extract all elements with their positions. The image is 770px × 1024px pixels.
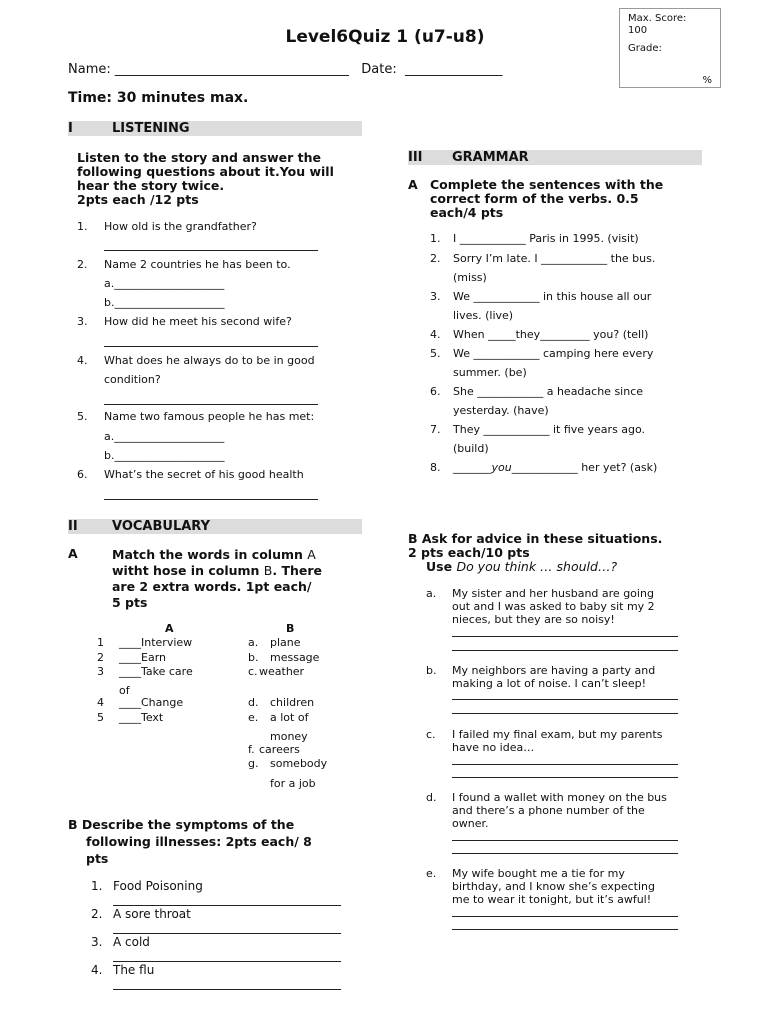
question-text: What’s the secret of his good health xyxy=(104,468,304,481)
grammar-sentence[interactable]: I ____________ Paris in 1995. (visit) xyxy=(453,232,639,245)
situation-line: me to wear it tonight, but it’s awful! xyxy=(452,893,652,906)
match-letter: g. xyxy=(248,757,259,770)
match-instructions xyxy=(112,547,367,611)
advice-instructions-1: B Ask for advice in these situations. xyxy=(408,531,663,546)
answer-line[interactable] xyxy=(113,905,341,906)
match-option: weather xyxy=(259,665,305,678)
situation-text xyxy=(452,867,722,906)
match-option: careers xyxy=(259,743,300,756)
answer-line[interactable] xyxy=(104,499,318,500)
question-number: 3. xyxy=(77,315,88,328)
grammar-sentence[interactable]: We ____________ camping here every xyxy=(453,347,654,360)
answer-line[interactable] xyxy=(452,840,678,841)
sentence-rest: ____________ her yet? (ask) xyxy=(511,461,658,474)
use-label: Use xyxy=(426,559,453,574)
instruction-line: 2pts each /12 pts xyxy=(77,192,199,207)
instruction-text: 5 pts xyxy=(112,595,148,610)
illness-number: 2. xyxy=(91,907,103,921)
blank: _______ xyxy=(453,461,492,474)
match-item-cont: of xyxy=(119,684,130,697)
situation-line: nieces, but they are so noisy! xyxy=(452,613,615,626)
illness-number: 4. xyxy=(91,963,103,977)
answer-line[interactable] xyxy=(113,933,341,934)
answer-line[interactable] xyxy=(452,916,678,917)
answer-line[interactable] xyxy=(104,250,318,251)
question-number: 1. xyxy=(77,220,88,233)
instruction-line: following illnesses: 2pts each/ 8 xyxy=(86,834,312,849)
percent-sign: % xyxy=(702,75,712,86)
question-number: 5. xyxy=(77,410,88,423)
situation-line: My wife bought me a tie for my xyxy=(452,867,625,880)
page-title: Level6Quiz 1 (u7-u8) xyxy=(285,27,485,47)
question-text: What does he always do to be in good xyxy=(104,354,315,367)
score-box xyxy=(619,8,721,88)
match-option: somebody xyxy=(270,757,328,770)
question-text: Name two famous people he has met: xyxy=(104,410,315,423)
instruction-text: are 2 extra words. 1pt each/ xyxy=(112,579,312,594)
answer-line[interactable] xyxy=(452,713,678,714)
section-grammar-header xyxy=(408,150,702,165)
section-number: I xyxy=(68,121,73,136)
grammar-sentence[interactable]: They ____________ it five years ago. xyxy=(453,423,646,436)
grammar-sentence-cont: lives. (live) xyxy=(453,309,514,322)
instruction-line: B Describe the symptoms of the xyxy=(68,817,295,832)
item-number: 6. xyxy=(430,385,441,398)
match-number: 2 xyxy=(97,651,104,664)
answer-line[interactable] xyxy=(452,853,678,854)
situation-line: birthday, and I know she’s expecting xyxy=(452,880,655,893)
instruction-text: Match the words in column xyxy=(112,547,303,562)
situation-line: and there’s a phone number of the xyxy=(452,804,645,817)
match-option: a lot of xyxy=(270,711,309,724)
max-score-value: 100 xyxy=(628,25,648,36)
question-number: 2. xyxy=(77,258,88,271)
column-ref: B xyxy=(263,563,273,578)
max-score-label: Max. Score: xyxy=(628,13,687,24)
match-letter: f. xyxy=(248,743,255,756)
section-name: VOCABULARY xyxy=(112,519,211,534)
section-name: GRAMMAR xyxy=(452,150,529,165)
instruction-text: witht hose in column xyxy=(112,563,260,578)
instruction-line: pts xyxy=(86,851,109,866)
situation-text xyxy=(452,587,722,626)
item-number: 2. xyxy=(430,252,441,265)
instruction-line: correct form of the verbs. 0.5 xyxy=(430,191,639,206)
match-letter: b. xyxy=(248,651,259,664)
listening-instructions xyxy=(77,151,377,207)
question-number: 4. xyxy=(77,354,88,367)
situation-letter: e. xyxy=(426,867,437,880)
match-item[interactable]: ____Take care xyxy=(119,665,193,678)
section-vocabulary-header xyxy=(68,519,362,534)
situation-letter: c. xyxy=(426,728,436,741)
grammar-sentence[interactable]: When _____they_________ you? (tell) xyxy=(453,328,649,341)
situation-line: My sister and her husband are going xyxy=(452,587,654,600)
match-letter: a. xyxy=(248,636,259,649)
item-number: 3. xyxy=(430,290,441,303)
use-pattern: Do you think … should…? xyxy=(456,559,618,574)
illness-name: The flu xyxy=(113,963,155,977)
section-name: LISTENING xyxy=(112,121,190,136)
time-limit: Time: 30 minutes max. xyxy=(68,90,249,106)
item-number: 7. xyxy=(430,423,441,436)
match-letter: e. xyxy=(248,711,259,724)
situation-line: have no idea… xyxy=(452,741,535,754)
match-item[interactable]: ____Change xyxy=(119,696,184,709)
answer-line[interactable] xyxy=(452,929,678,930)
illness-name: A cold xyxy=(113,935,150,949)
column-ref: A xyxy=(307,547,316,562)
instruction-line: following questions about it.You will xyxy=(77,164,334,179)
match-option-cont: money xyxy=(270,730,308,743)
situation-letter: d. xyxy=(426,791,437,804)
match-item[interactable]: ____Interview xyxy=(119,636,193,649)
column-a-header: A xyxy=(165,622,174,635)
answer-line[interactable] xyxy=(113,989,341,990)
part-letter: A xyxy=(408,177,418,192)
grammar-instructions xyxy=(430,178,715,220)
illness-number: 1. xyxy=(91,879,103,893)
answer-line[interactable] xyxy=(104,346,318,347)
section-number: III xyxy=(408,150,423,165)
situation-line: My neighbors are having a party and xyxy=(452,664,656,677)
answer-blank[interactable]: b.____________________ xyxy=(104,449,225,462)
symptoms-instructions xyxy=(68,816,368,867)
answer-blank[interactable]: a.____________________ xyxy=(104,430,225,443)
grade-label: Grade: xyxy=(628,43,662,54)
situation-line: out and I was asked to baby sit my 2 xyxy=(452,600,655,613)
match-option-cont: for a job xyxy=(270,777,316,790)
match-item[interactable]: ____Text xyxy=(119,711,164,724)
match-option: message xyxy=(270,651,320,664)
question-text: How old is the grandfather? xyxy=(104,220,257,233)
part-letter: A xyxy=(68,546,78,561)
match-number: 1 xyxy=(97,636,104,649)
answer-blank[interactable]: b.____________________ xyxy=(104,296,225,309)
answer-line[interactable] xyxy=(452,650,678,651)
instruction-line: Complete the sentences with the xyxy=(430,177,664,192)
item-number: 1. xyxy=(430,232,441,245)
situation-text xyxy=(452,664,722,690)
answer-line[interactable] xyxy=(452,636,678,637)
section-number: II xyxy=(68,519,78,534)
section-listening-header xyxy=(68,121,362,136)
grammar-sentence[interactable]: Sorry I’m late. I ____________ the bus. xyxy=(453,252,656,265)
advice-use xyxy=(426,560,617,574)
situation-line: owner. xyxy=(452,817,489,830)
illness-name: Food Poisoning xyxy=(113,879,203,893)
grammar-sentence[interactable]: She ____________ a headache since xyxy=(453,385,644,398)
answer-line[interactable] xyxy=(452,764,678,765)
situation-letter: a. xyxy=(426,587,437,600)
match-option: plane xyxy=(270,636,301,649)
answer-line[interactable] xyxy=(113,961,341,962)
match-letter: d. xyxy=(248,696,259,709)
situation-text xyxy=(452,728,722,754)
match-number: 5 xyxy=(97,711,104,724)
instruction-line: each/4 pts xyxy=(430,205,504,220)
situation-line: making a lot of noise. I can’t sleep! xyxy=(452,677,647,690)
item-number: 8. xyxy=(430,461,441,474)
item-number: 4. xyxy=(430,328,441,341)
match-item[interactable]: ____Earn xyxy=(119,651,166,664)
grammar-sentence-cont: (miss) xyxy=(453,271,487,284)
answer-line[interactable] xyxy=(104,404,318,405)
given-word: you xyxy=(491,461,512,474)
advice-instructions-2: 2 pts each/10 pts xyxy=(408,545,530,560)
grammar-sentence-cont: summer. (be) xyxy=(453,366,527,379)
situation-letter: b. xyxy=(426,664,437,677)
question-text: Name 2 countries he has been to. xyxy=(104,258,291,271)
grammar-sentence-cont: yesterday. (have) xyxy=(453,404,549,417)
match-number: 3 xyxy=(97,665,104,678)
answer-line[interactable] xyxy=(452,699,678,700)
situation-text xyxy=(452,791,727,830)
match-option: children xyxy=(270,696,315,709)
question-text: How did he meet his second wife? xyxy=(104,315,292,328)
answer-blank[interactable]: a.____________________ xyxy=(104,277,225,290)
situation-line: I found a wallet with money on the bus xyxy=(452,791,667,804)
instruction-text: . There xyxy=(272,563,323,578)
match-number: 4 xyxy=(97,696,104,709)
illness-number: 3. xyxy=(91,935,103,949)
question-text: condition? xyxy=(104,373,161,386)
column-b-header: B xyxy=(286,622,295,635)
question-number: 6. xyxy=(77,468,88,481)
grammar-sentence[interactable] xyxy=(453,461,657,475)
name-date-line[interactable]: Name: ____________________________________ Date: _______________ xyxy=(68,62,503,77)
instruction-line: hear the story twice. xyxy=(77,178,225,193)
grammar-sentence-cont: (build) xyxy=(453,442,489,455)
answer-line[interactable] xyxy=(452,777,678,778)
situation-line: I failed my final exam, but my parents xyxy=(452,728,663,741)
item-number: 5. xyxy=(430,347,441,360)
grammar-sentence[interactable]: We ____________ in this house all our xyxy=(453,290,652,303)
instruction-line: Listen to the story and answer the xyxy=(77,150,321,165)
match-letter: c. xyxy=(248,665,258,678)
illness-name: A sore throat xyxy=(113,907,191,921)
